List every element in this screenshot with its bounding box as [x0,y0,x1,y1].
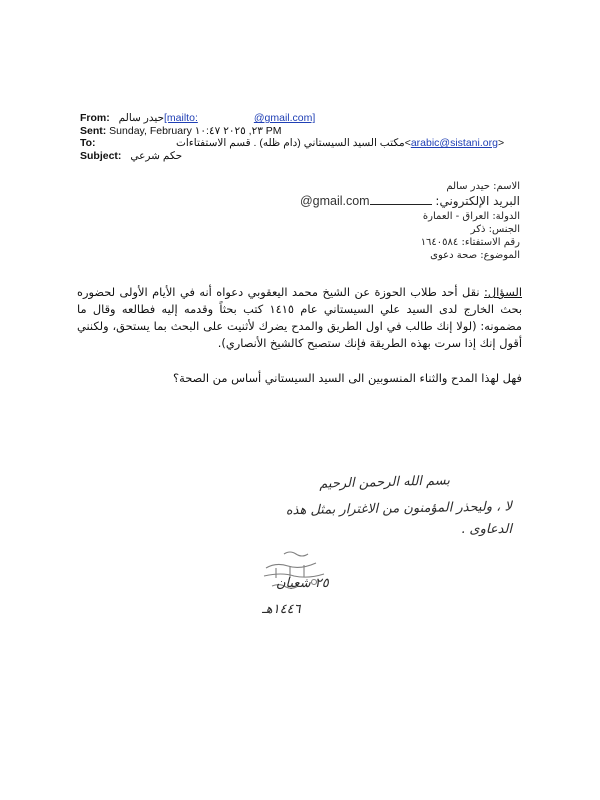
to-row [80,137,505,150]
from-label: From: [80,112,110,124]
name-field: الاسم: حيدر سالم [446,181,520,192]
email-field-label: البريد الإلكتروني: [435,194,520,208]
answer-line-1: لا ، وليحذر المؤمنون من الاغترار بمثل هذه [285,499,513,519]
to-name: مكتب السيد السيستاني (دام ظله) . قسم الاستفتاءات [176,137,405,149]
to-label: To: [80,137,96,149]
final-question: فهل لهذا المدح والثناء المنسوبين الى السيد السيستاني أساس من الصحة؟ [173,371,522,385]
sender-fields [100,180,520,262]
subject-value: حكم شرعي [130,149,183,162]
from-name: حيدر سالم [118,112,165,124]
question-label: السؤال: [484,285,522,299]
to-email-open: < [404,137,411,149]
from-link-domain: @gmail.com] [253,112,316,124]
subject-row [80,150,500,163]
email-field-value: @gmail.com [299,194,370,208]
sent-value: Sunday, February ٢٣, ٢٠٢٥ ١٠:٤٧ PM [109,124,282,137]
email-header [80,112,505,162]
handwritten-answer [92,473,513,537]
answer-line-2: الدعاوى . [461,522,512,537]
question-body: نقل أحد طلاب الحوزة عن الشيخ محمد اليعقوبي دعواه أنه في الأيام الأولى لحضوره بحث الخارج لدى السيد علي السيستاني عام ١٤١٥ كتب بحثاً وقدمه إليه فطالعه وقال ما مضمونه: (لولا إنك طالب في اول الطريق والمدح يضرك لأثنيت على البحث بما يستحق، ولكنني أقول إنك إذا سرت بهذه الطريقة فإنك ستصبح كالشيخ الأنصاري). [77,285,523,350]
topic-field: الموضوع: صحة دعوى [430,250,520,261]
question-text [77,284,522,352]
basmala: بسم الله الرحمن الرحيم [319,473,451,492]
country-field: الدولة: العراق - العمارة [422,211,520,222]
reference-number-field: رقم الاستفتاء: ١٦٤٠٥٨٤ [420,237,520,248]
sent-row [80,125,500,138]
date-year: ١٤٤٦هـ [262,602,301,617]
email-field [100,193,520,210]
from-link-open: [mailto: [164,112,198,124]
to-email-link[interactable]: arabic@sistani.org [410,137,498,149]
date-day: ٢٥ شعبان [276,576,329,591]
to-email-close: > [497,137,505,149]
email-redacted-blank [370,194,432,205]
subject-label: Subject: [80,149,122,162]
from-mailto-link[interactable] [164,112,315,124]
gender-field: الجنس: ذكر [470,224,520,235]
from-row [80,112,500,125]
sent-label: Sent: [80,124,107,137]
